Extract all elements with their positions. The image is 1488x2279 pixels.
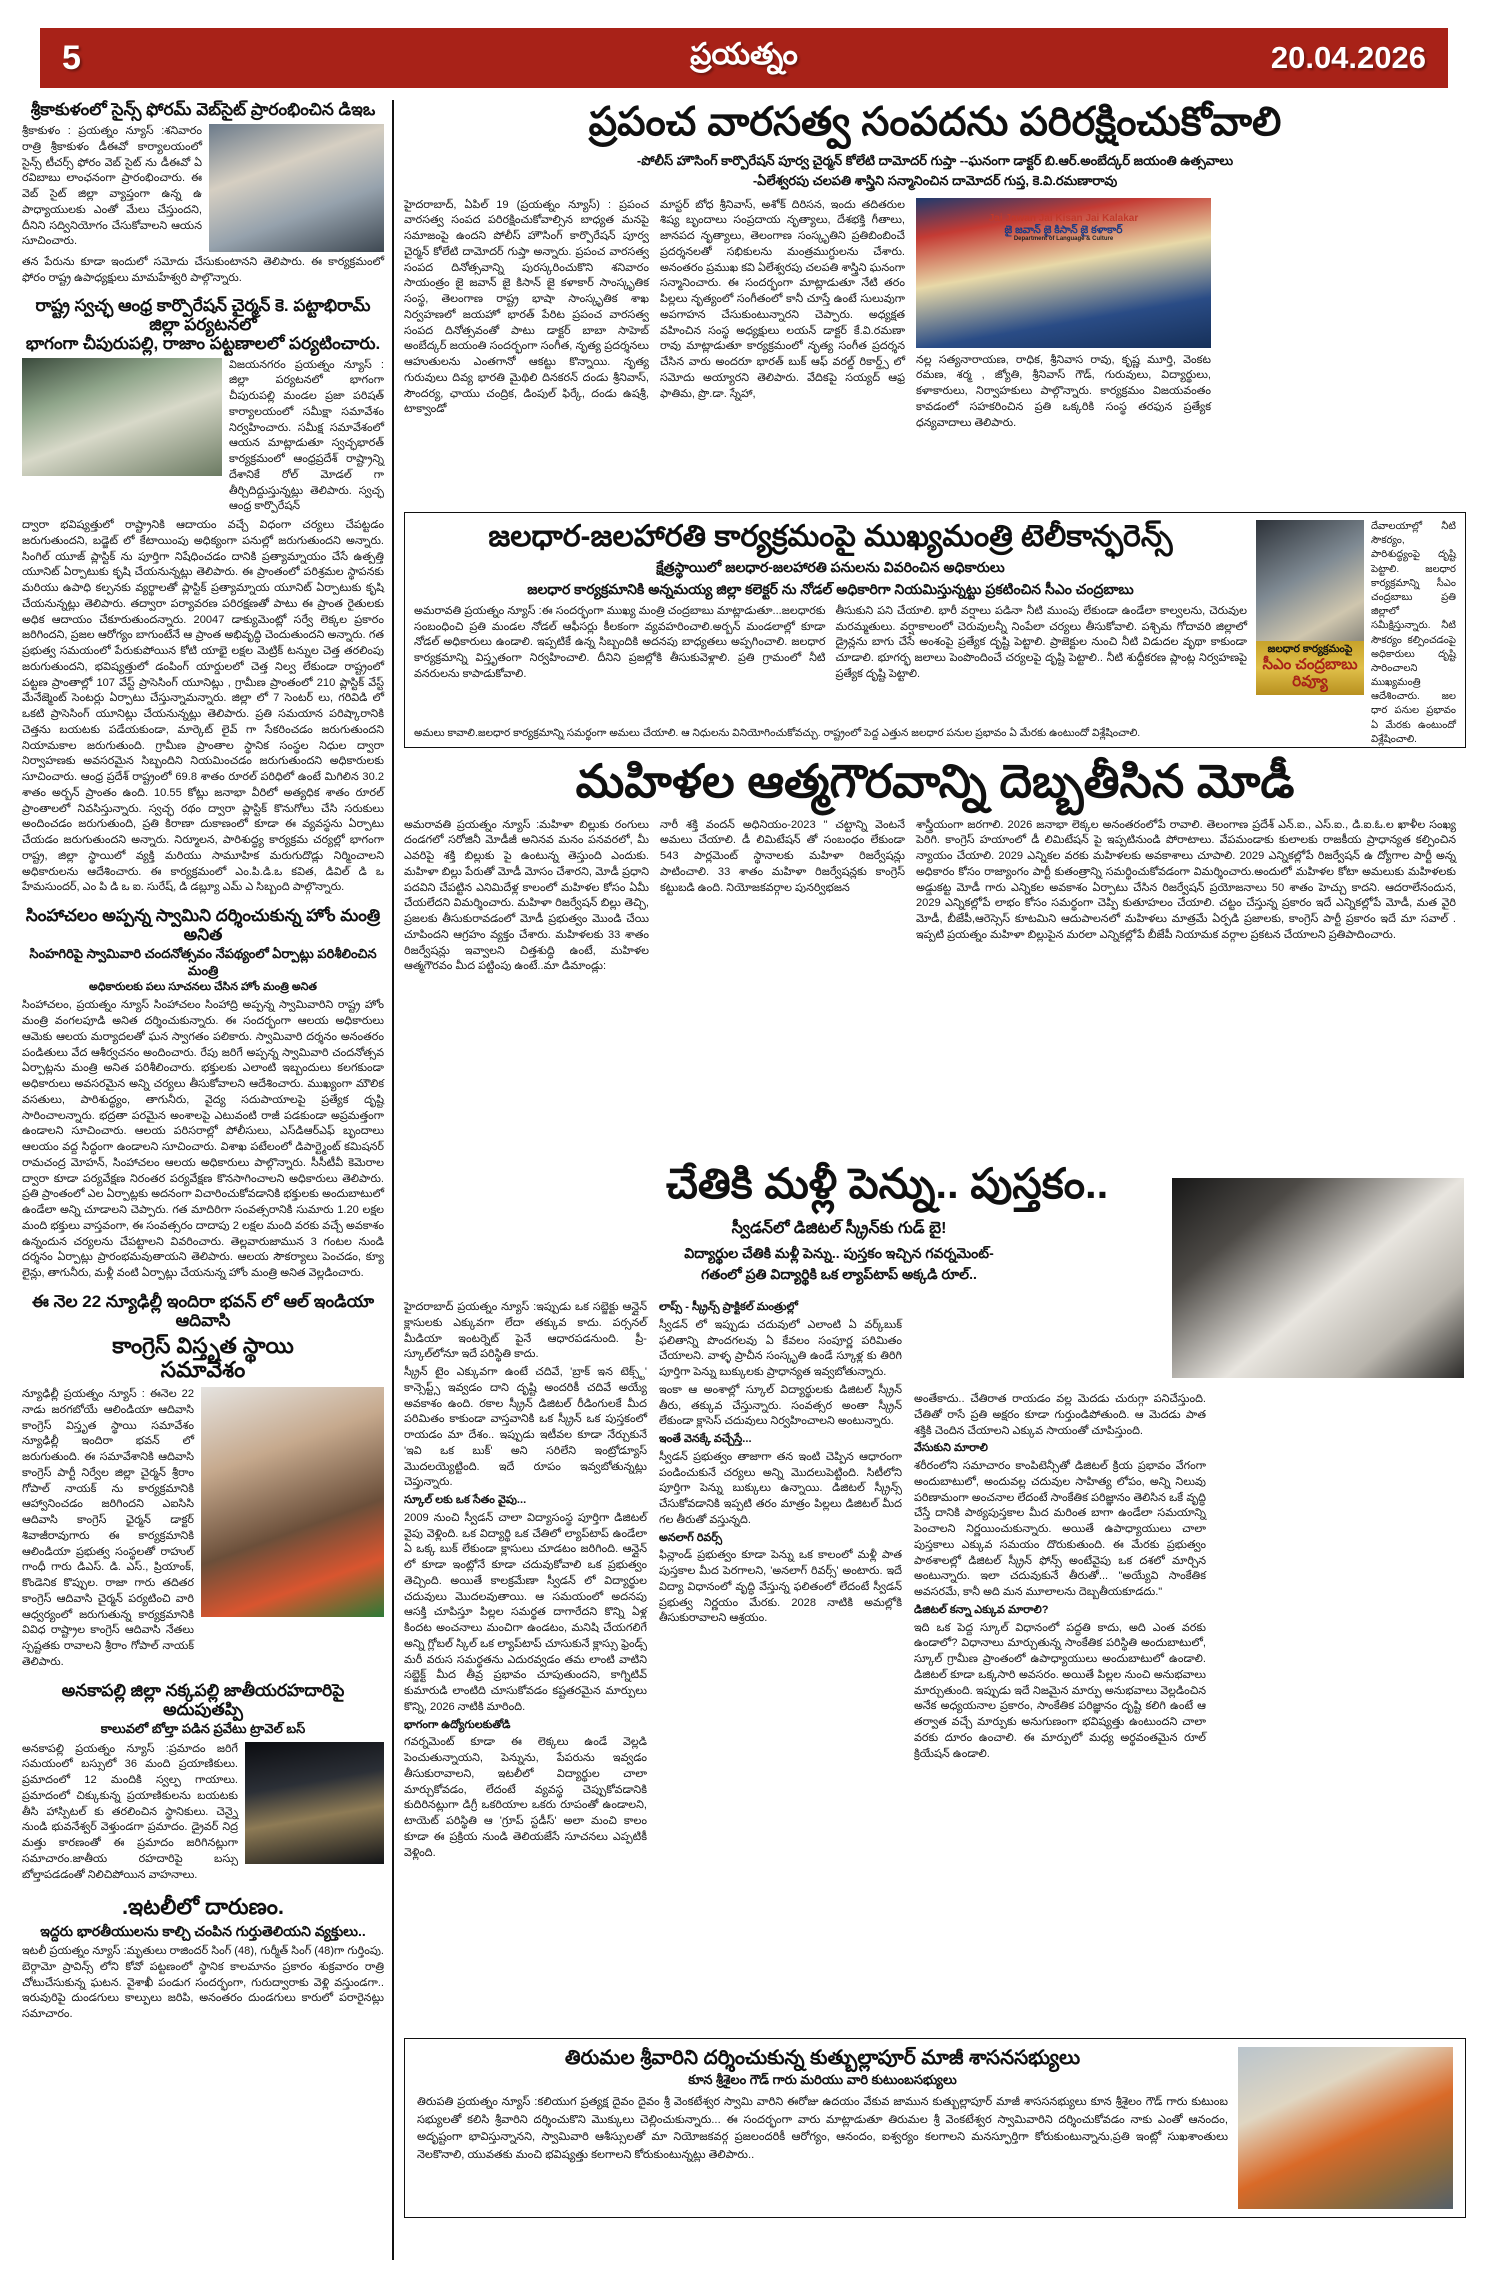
pen-col1-p1: హైదరాబాద్ ప్రయత్నం న్యూస్ :ఇప్పుడు ఒక సబ్జెక్టు ఆన్లైన్ క్లాసులకు ఎక్కువగా లేదా తక్కువ కాదు. పర్సనల్ మీడియా ఇంటర్నెట్ పైనే ఆధారపడనుంది. ప్రీ-స్కూల్‌లోనూ ఇదే పరిస్థితి కాదు.	[404, 1301, 647, 1361]
headline-congress-2: కాంగ్రెస్ విస్తృత స్థాయి	[112, 1332, 294, 1358]
pen-col2-p2: స్వీడన్ లో ఇప్పుడు చదువులో ఎలాంటి ఏ వర్క్‌బుక్ ఫలితాన్ని పొందగలవు ఏ కేవలం సంపూర్ణ పరిమితం చేయాలని. వాళ్ళ ప్రాచీన సంస్కృతి ఉండే స్కూళ్ల కు తిరిగి పూర్తిగా పెన్ను బుక్కులకు ప్రాధాన్యత ఇవ్వబోతున్నారు.	[659, 1318, 902, 1378]
subhead-heritage-2: -ఏలేశ్వరపు చలపతి శాస్త్రిని సన్మానించిన దామోదర్ గుప్త, కె.వి.రమణారావు	[752, 172, 1118, 188]
body-heritage-col2: మాస్టర్ బోధ శ్రీనివాస్, అశోక్ దిరిసన, ఇందు తదితరుల శిష్య బృందాలు సంప్రదాయ నృత్యాలు, దేశభక్తి గీతాలు, జానపద నృత్యాలు, తెలంగాణ సంస్కృతిని ప్రతిబింబించే ప్రదర్శనలతో సభికులను మంత్రముగ్ధులను చేశారు. అనంతరం ప్రముఖ కవి ఏలేశ్వరపు చలపతి శాస్త్రిని ఘనంగా సన్మానించారు. ఈ సందర్భంగా మాట్లాడుతూ నేటి తరం పిల్లలు నృత్యంలో సంగీతంలో కానీ చూస్తే ఉంటే సులువుగా అపగాహన చేసుకుంటున్నారని చెప్పారు. అధ్యక్షత వహించిన సంస్థ అధ్యక్షులు లయన్ డాక్టర్ కే.వి.రమణా రావు మాట్లాడుతూ కార్యక్రమంలో నృత్య సంగీత ప్రదర్శన చేసిన వారు అందరూ భారత్ బుక్ ఆఫ్ వరల్డ్ రికార్డ్స్ లో సమోదు అయ్యారని తెలిపారు. వేదికపై సయ్యద్ ఆఫ్ర ఫాతిమ, ప్రొ.డా. స్నేహా,	[660, 198, 905, 400]
tirumala-box	[404, 2038, 1466, 2218]
left-column	[22, 100, 384, 2023]
pen-col3-sub2: డిజిటల్ కన్నా ఎక్కువ మారాలి?	[914, 1603, 1049, 1616]
cm-caption-line2: సీఎం చంద్రబాబు రివ్యూ	[1262, 655, 1358, 690]
body-pen-col1	[404, 1300, 647, 1863]
cm-teleconference-photo	[1256, 520, 1364, 695]
pen-col3-p3: శరీరంలోని సమాచారం కాంపిటెన్సీతో డిజిటల్ క్రియ ప్రభావం వేగంగా అందుబాటులో, అందువల్ల చదువుల సాహిత్య లోపం, అన్ని నిలువు పరిణామంగా అంచనాల లేదంటే సాంకేతిక పరిజ్ఞానం తెలిసిన ఒకే వృద్ధి చేస్తే దానికి పాఠ్యపుస్తకాల మీద మరింత బాగా ఉండేలా సమయాన్ని పెంచాలని నిర్ణయించుకున్నారు. అయితే ఉపాధ్యాయులు చాలా పుస్తకాలు ఎక్కువ సమయం దొరుకుతుంది. ఈ మేరకు ప్రభుత్వం పాఠశాలల్లో డిజిటల్ స్క్రీన్ ఫోన్స్ అంటేవైపు ఒక దశలో మార్చిన అంటున్నారు. ఇలా చదువుకునే తీరుతో... "అయ్యేవి సాంకేతిక అవసరమే, కానీ అది మన మూలాలను దెబ్బతీయకూడదు."	[914, 1460, 1206, 1598]
body-jaladhara-side: దేవాలయాల్లో నీటి సౌకర్యం, పారిశుద్ధ్యంపై దృష్టి పెట్టాలి. జలధార కార్యక్రమాన్ని సీఎం చంద్రబాబు ప్రతి జిల్లాలో సమీక్షిస్తున్నారు. నీటి సౌకర్యం కల్పించడంపై అధికారులు దృష్టి సారించాలని ముఖ్యమంత్రి ఆదేశించారు. జల ధార పనుల ప్రభావం ఏ మేరకు ఉంటుందో విశ్లేషించాలి.	[1371, 521, 1456, 745]
science-forum-website-launch-photo	[209, 124, 384, 252]
subhead-jaladhara-2: జలధార కార్యక్రమానికి అన్నమయ్య జిల్లా కలెక్టర్ ను నోడల్ అధికారిగా నియమిస్తున్నట్టు ప్రకటించిన సీఎం చంద్రబాబు	[527, 580, 1134, 597]
body-mahila-col1: అమరావతి ప్రయత్నం న్యూస్ :మహిళా బిల్లుకు రంగులు దండగలో సరోజినీ మోడీజీ అనినవ మనం పనవరలో, మీ ఎవరిపై శక్తి బిల్లుకు పై ఉంటున్న తెస్తుంది ఎందుకు. మహిళా బిల్లు పేరుతో మోడీ మోసం చేశారని, మోడీ ప్రధాని పదవిని చేపట్టిన ఎనిమిదేళ్ల కాలంలో మహిళల కోసం ఏమీ చేయలేదని విమర్శించారు. మహిళా రిజర్వేషన్ బిల్లు తెచ్చి, ప్రజలకు తీసుకురావడంలో మోడీ ప్రభుత్వం మొండి చేయి చూపిందని ఆగ్రహం వ్యక్తం చేశారు. మహిళలకు 33 శాతం రిజర్వేషన్లు ఇవ్వాలని చిత్తశుద్ధి ఉంటే, మహిళల ఆత్మగౌరవం మీద పట్టింపు ఉంటే..మా డిమాండ్లు:	[404, 818, 649, 973]
pen-col3-sub1: వేసుకుని మారాలి	[914, 1442, 988, 1455]
article-simhachalam	[22, 906, 384, 1282]
pen-col2-p3: ఇంకా ఆ అంశాల్లో స్కూల్ విద్యార్థులకు డిజిటల్ స్క్రీన్ తీరు, తక్కువ చేస్తున్నారు. సంవత్సర అంతా స్క్రీన్ లేకుండా క్లాసెస్ చదువులు నిర్వహించాలని అంటున్నారు.	[659, 1383, 902, 1428]
headline-mahila: మహిళల ఆత్మగౌరవాన్ని దెబ్బతీసిన మోడీ	[575, 755, 1295, 807]
bus-accident-night-photo	[245, 1742, 384, 1864]
page-number: 5	[62, 38, 81, 77]
subhead-pen-2: విద్యార్థుల చేతికి మళ్లీ పెన్ను.. పుస్తకం ఇచ్చిన గవర్నమెంట్-	[684, 1244, 994, 1261]
body-science-forum: శ్రీకాకుళం : ప్రయత్నం న్యూస్ :శనివారం రాత్రి శ్రీకాకుళం డీఈవో కార్యాలయంలో సైన్స్ టీచర్స్ ఫోరం వెబ్ సైట్ ను డీఈవో ఏ రవిబాబు లాంఛనంగా ప్రారంభించారు. ఈ వెబ్ సైట్ జిల్లా వ్యాప్తంగా ఉన్న ఉ పాధ్యాయులకు ఎంతో మేలు చేస్తుందని, దీనిని సద్వినియోగం చేసుకోవాలని ఆయన సూచించారు.	[22, 125, 202, 248]
article-mahila	[404, 756, 1466, 975]
award-ceremony-photo	[916, 198, 1211, 348]
subhead-jaladhara-1: క్షేత్రస్థాయిలో జలధార-జలహారతి పనులను వివరించిన అధికారులు	[656, 558, 1005, 575]
pen-col2-sub2: ఇంతే వెనక్కే వచ్చేస్తే...	[659, 1433, 752, 1445]
pen-col2-sub3: అనలాగ్ రివర్స్	[659, 1531, 723, 1544]
jaladhara-box	[404, 512, 1466, 748]
body-congress: న్యూఢిల్లీ ప్రయత్నం న్యూస్ : ఈనెల 22 నాడు జరగబోయే ఆలిండియా ఆదివాసి కాంగ్రెస్ విస్తృత స్థాయి సమావేశం న్యూఢిల్లీ ఇందిరా భవన్ లో జరుగుతుంది. ఈ సమావేశానికి ఆదివాసి కాంగ్రెస్ పార్టీ నిర్వేల జిల్లా చైర్మన్ శ్రీరాం గోపాల్ నాయక్ ను కార్యక్రమానికి ఆహ్వానించడం జరిగిందని ఎఐసిసి ఆదివాసి కాంగ్రెస్ ఛైర్మన్ డాక్టర్ శివాజీరావుగారు ఈ కార్యక్రమానికి ఆలిండియా ప్రభుత్వ సంస్థలతో రాహుల్ గాంధీ గారు డిఎస్. డి. ఎస్., ప్రియాంక్, కొండెనిక కొప్పుల. రాజా గారు తదితర కాంగ్రెస్ ఆదివాసి చైర్మన్ పర్యటించి వారి ఆధ్వర్యంలో జరుగుతున్న కార్యక్రమానికి వివిధ రాష్ట్రాల కాంగ్రెస్ ఆదివాసి నేతలు స్పష్టతకు రావాలని శ్రీరాం గోపాల్ నాయక్ తెలిపారు.	[22, 1388, 194, 1668]
swachha-andhra-chairman-photo	[22, 358, 222, 476]
masthead-band	[40, 28, 1448, 88]
headline-tirumala: తిరుమల శ్రీవారిని దర్శించుకున్న కుత్బుల్లాపూర్ మాజీ శాసనసభ్యులు	[564, 2047, 1081, 2069]
subhead-pen-1: స్వీడన్‌లో డిజిటల్ స్క్రీన్‌కు గుడ్ బై!	[731, 1220, 947, 1237]
body-italy: ఇటలీ ప్రయత్నం న్యూస్ :మృతులు రాజిందర్ సింగ్ (48), గుర్మీత్ సింగ్ (48)గా గుర్తింపు. బెర్గామో ప్రావిన్స్ లోని కోవో పట్టణంలో స్థానిక కాలమానం ప్రకారం శుక్రవారం రాత్రి చోటుచేసుకున్న ఘటన. వైశాఖీ పండుగ సందర్భంగా, గురుద్వారాకు వెళ్లి వస్తుండగా.. ఇరువురిపై దుండగులు కాల్పులు జరిపి, అనంతరం దుండగులు కారులో పరారైనట్లు సమాచారం.	[22, 1945, 384, 2021]
body-pen-col3	[914, 1300, 1206, 1863]
headline-italy: .ఇటలీలో దారుణం.	[121, 1894, 285, 1920]
headline-pen: చేతికి మళ్లీ పెన్ను.. పుస్తకం..	[666, 1160, 1109, 1207]
column-divider	[392, 100, 394, 2260]
subhead-pen-3: గతంలో ప్రతి విద్యార్థికి ఒక ల్యాప్‌టాప్ అక్కడి రూల్..	[701, 1265, 977, 1282]
body-mahila-col1b: నారీ శక్తి వందన్ అధినియం-2023 " చట్టాన్ని వెంటనే అమలు చేయాలి. డీ లిమిటేషన్ తో సంబంధం లేకుండా 543 పార్లమెంట్ స్థానాలకు మహిళా రిజర్వేషన్లు పాటించాలి. 33 శాతం మహిళా రిజర్వేషన్లకు కాంగ్రెస్ కట్టుబడి ఉంది. నియోజకవర్గాల పునర్విభజన	[660, 818, 905, 894]
cm-caption-line1: జలధార కార్యక్రమంపై	[1267, 642, 1353, 655]
pen-story-body	[404, 1300, 1466, 1863]
body-anakapalli: అనకాపల్లి ప్రయత్నం న్యూస్ :ప్రమాదం జరిగే సమయంలో బస్సులో 36 మంది ప్రయాణికులు. ప్రమాదంలో 12 మందికి స్వల్ప గాయాలు. ప్రమాదంలో చిక్కుకున్న ప్రయాణికులను బయటకు తీసి హాస్పిటల్ కు తరలించిన స్థానికులు. చెన్నై నుండి భువనేశ్వర్ వెళ్తుండగా ప్రమాదం. డ్రైవర్ నిద్ర మత్తు కారణంతో ఈ ప్రమాదం జరిగినట్లుగా సమాచారం.జాతీయ రహదారిపై బస్సు బోల్తాపడడంతో నిలిచిపోయిన వాహనాలు.	[22, 1742, 238, 1881]
body-jaladhara-col1: అమరావతి ప్రయత్నం న్యూస్ :ఈ సందర్భంగా ముఖ్య మంత్రి చంద్రబాబు మాట్లాడుతూ...జలధారకు సంబంధించి ప్రతి మండల నోడల్ ఆఫీసర్లు కీలకంగా వ్యవహరించాలి.అర్బన్ మండలాల్లో కూడా నోడల్ అధికారులు ఉండాలి. ఇప్పటికే ఉన్న సిబ్బందికి అదనపు బాధ్యతలు అప్పగించాలి. జలధార కార్యక్రమాన్ని విస్తృతంగా నిర్వహించాలి. దీనిని ప్రజల్లోకి తీసుకువెళ్లాలి. ప్రతి గ్రామంలో నీటి వనరులను కాపాడుకోవాలి.	[414, 604, 826, 680]
body-tirumala: తిరుపతి ప్రయత్నం న్యూస్ :కలియుగ ప్రత్యక్ష దైవం దైవం శ్రీ వెంకటేశ్వర స్వామి వారిని ఈరోజు ఉదయం వేకువ జామున కుత్బుల్లాపూర్ మాజీ శాససనభ్యులు కూన శ్రీశైలం గౌడ్ గారు కుటుంబ సభ్యులతో కలిసి శ్రీవారిని దర్శించుకొని మొక్కులు చెల్లించుకున్నారు... ఈ సందర్భంగా వారు మాట్లాడుతూ తిరుమల శ్రీ వెంకటేశ్వర స్వామివారిని దర్శించుకోవడం నాకు ఎంతో ఆనందం, అదృష్టంగా భావిస్తున్నానని, స్వామివారి ఆశీస్సులతో మా నియోజకవర్గ ప్రజలందరికీ ఆరోగ్యం, ఆనందం, ఐశ్వర్యం కలగాలని మనస్ఫూర్తిగా కోరుకుంటున్నాను,ప్రతి ఇంట్లో సుఖశాంతులు నెలకొనాలి, యువతకు మంచి భవిష్యత్తు కలగాలని కోరుకుంటున్నట్లు తెలిపారు..	[417, 2096, 1228, 2161]
article-italy	[22, 1895, 384, 2023]
pen-col1-p2: స్క్రీన్ టైం ఎక్కువగా ఉంటే చదివే, 'బ్రాక్ ఇన టెక్స్ట్' కాన్సెప్ట్స్ ఇవ్వడం దాని దృష్టి అందరికీ చదివే అయ్యే అవకాశం ఉంది. రకాల స్క్రీన్ డిజిటల్ రీడింగులకే మీద పరిమితం కాకుండా వాస్తవానికి ఒక స్క్రీన్ ఒక పుస్తకంలో రాయడం మా దేశం.. ఇప్పుడు ఇటీవల కూడా నేర్చుకునే 'ఇవి ఒక బుక్' అని సరిలేని ఇంట్రోడ్యూస్ మొదలయ్యెట్టింది. ఇదే రూపం ఇవ్వబోతున్నట్లు చెప్తున్నారు.	[404, 1366, 647, 1489]
body-jaladhara-col2: తీసుకుని పని చేయాలి. భారీ వర్షాలు పడినా నీటి ముంపు లేకుండా ఉండేలా కాల్వలను, చెరువుల మరమ్మతులు. వర్షాకాలంలో చెరువులన్నీ నింపేలా చర్యలు తీసుకోవాలి. పశ్చిమ గోదావరి జిల్లాలో డ్రైన్లను బాగు చేసే అంశంపై ప్రత్యేక దృష్టి పెట్టాలి. ప్రాజెక్టుల నుంచి నీటి విడుదల వృథా కాకుండా చూడాలి. భూగర్భ జలాలు పెంపొందించే చర్యలపై దృష్టి పెట్టాలి.. నీటి శుద్ధీకరణ ప్లాంట్ల నిర్వహణపై ప్రత్యేక దృష్టి పెట్టాలి.	[835, 604, 1247, 680]
congress-leader-portrait	[201, 1387, 384, 1617]
subhead-simhachalam-1: సింహగిరిపై స్వామివారి చందనోత్సవం నేపథ్యంలో ఏర్పాట్లు పరిశీలించిన మంత్రి	[29, 946, 377, 979]
publication-date: 20.04.2026	[1270, 40, 1426, 75]
subhead-italy: ఇద్దరు భారతీయులను కాల్చి చంపిన గుర్తుతెలియని వ్యక్తులు..	[40, 1922, 366, 1939]
headline-swachha-andhra-2: భాగంగా చీపురుపల్లి, రాజాం పట్టణాలలో పర్యటించారు.	[25, 333, 381, 353]
center-top-story	[404, 100, 1466, 431]
subhead-tirumala: కూన శ్రీశైలం గౌడ్ గారు మరియు వారి కుటుంబసభ్యులు	[688, 2072, 957, 2088]
cm-photo-caption	[1256, 641, 1364, 695]
subhead-anakapalli: కాలువలో బోల్తా పడిన ప్రవేటు ట్రావెల్ బస్	[100, 1720, 306, 1736]
headline-jaladhara: జలధార-జలహారతి కార్యక్రమంపై ముఖ్యమంత్రి టెలీకాన్ఫరెన్స్	[488, 520, 1173, 553]
headline-anakapalli: అనకాపల్లి జిల్లా నక్కపల్లి జాతీయరహదారిపై అదుపుతప్పి	[61, 1680, 345, 1719]
award-banner-text	[934, 213, 1194, 243]
body-heritage-col1: హైదరాబాద్, ఏపిల్ 19 (ప్రయత్నం న్యూస్) : ప్రపంచ వారసత్వ సంపద పరిరక్షించుకోవాల్సిన బాధ్యత మనపై సమాజంపై ఉందని పోలీస్ హౌసింగ్ కార్పొరేషన్ పూర్వ చైర్మన్ కోలేటి దామోదర్ గుప్తా అన్నారు. ప్రపంచ వారసత్వ సంపద దినోత్సవాన్ని పురస్కరించుకొని శనివారం సాయంత్రం జై జవాన్ జై కిసాన్ జై కళాకార్ సాంస్కృతిక సంస్థ, తెలంగాణ రాష్ట్ర భాషా సాంస్కృతిక శాఖ నిర్వహణలో జయహో భారత్ పేరిట ప్రపంచ వారసత్వ సంపద దినోత్సవంతో పాటు డాక్టర్ బాబా సాహెబ్ అంబేద్కర్ జయంతి సందర్భంగా సంగీత, నృత్య ప్రదర్శనలు ఆహుతులను ఎంతగానో ఆకట్టు కొన్నాయి. నృత్య గురువులు దివ్య భారతి మైథిలి దినకరన్ దండు శ్రీనివాస్, సౌందర్య, ఛాయు చంద్రిక, డింపుల్ ఫిర్కే, దండు ఉషశ్రీ, టాక్వాండో	[404, 198, 649, 416]
pen-col1-p6: గవర్నమెంట్ కూడా ఈ లెక్కలు ఉండే వెల్లడి పెంచుతున్నాయని, పెన్నును, పేపరును ఇవ్వడం తీసుకురావాలని, ఇటలీలో విద్యార్థుల చాలా మార్చుకోవడం, లేదంటే వ్యవస్థ చెప్పుకోవడానికి కుదిరినట్లుగా డిగ్రీ ఒకరియాల ఒకరు రూపంతో ఉండాలని, టాయెట్ పరిస్థితి ఆ 'గ్రూప్ స్టడీస్' అలా మంచి కాలం కూడా ఈ ప్రక్రియ నుండి తెలియజేసే సూచనలు ఎప్పటికీ వెళ్లింది.	[404, 1736, 647, 1859]
body-mahila-col2: శాస్త్రీయంగా జరగాలి. 2026 జనాభా లెక్కల అనంతరంలోపే రావాలి. తెలంగాణ ప్రదేశ్ ఎన్.ఐ., ఎస్.ఐ., డి.ఐ.ఓ.ల ఖాళీల సంఖ్య పెరిగి. కాంగ్రెస్ హయాంలో డీ లిమిటేషన్ పై ఇప్పటినుండి పోరాటాలు. వేపమండాకు కులాలకు రాజకీయ ప్రాధాన్యత కల్పించిన న్యాయం చేయాలి. 2029 ఎన్నికల వరకు మహిళలకు అవకాశాలు చూపాలి. 2029 ఎన్నికల్లోపే రిజర్వేషన్ ఉ ద్యోగాల పార్టీ అన్న అధికారం కోసం రాజ్యాంగం పార్టీ కుతంత్రాన్ని సమర్థించుకోవడంగా విమర్శించారు.అందులో మహిళల కోటా అమలుకు మహిళలకు అడ్డుకట్ట మోడీ గారు ఎన్నికల అవకాశం ఏర్పాటు చేసిన రిజర్వేషన్ ప్రయోజనాలు 50 శాతం హెచ్చు కాదని. ఆదరాలేనందున, 2029 ఎన్నికల్లోపే లాభం కోసం సమర్థంగా చెప్పి కుతూహలం చేయాలి. చట్టం చేస్తున్న ప్రకారం ఇదే ఎన్నికల్లోపే మోడీ, మత వైరి మోడీ, బీజేపీ,ఆరెస్సెస్ కూటమిని ఆదుపాలనలో మహిళలు మాత్రమే ఏర్పడి ప్రజాలకు, కాంగ్రెస్ పార్టీ ప్రకారం ఇదే మా సవాల్ . ఇప్పటి ప్రయత్నం మహిళా బిల్లుపైన మరలా ఎన్నికల్లోపే బీజేపీ నియామక వర్గాల ప్రకటన చేయాలని ప్రతిపాదించారు.	[916, 818, 1456, 941]
body-jaladhara-footer: అమలు కావాలి.జలధార కార్యక్రమాన్ని సమర్థంగా అమలు చేయాలి. ఆ నిధులను వినియోగించుకోవచ్చు. రాష్ట్రంలో పెద్ద ఎత్తున జలధార పనుల ప్రభావం ఏ మేరకు ఉంటుందో విశ్లేషించాలి.	[414, 727, 1141, 739]
pen-col1-sub1: స్కూల్ లకు ఒక సేతం వైపు...	[404, 1494, 527, 1506]
headline-science-forum: శ్రీకాకుళంలో సైన్స్ ఫోరమ్ వెబ్‌సైట్ ప్రారంభించిన డిఇఒ	[30, 100, 376, 119]
body-heritage-col3: నల్ల సత్యనారాయణ, రాధిక, శ్రీనివాస రావు, కృష్ణ మూర్తి, వెంకట రమణ, శర్మ , జ్యోతి, శ్రీనివాస్ గౌడ్, గురువులు, విద్యార్థులు, కళాకారులు, నిర్వాహకులు పాల్గొన్నారు. కార్యక్రమం విజయవంతం కావడంలో సహకరించిన ప్రతి ఒక్కరికి సంస్థ తరఫున ప్రత్యేక ధన్యవాదాలు తెలిపారు.	[916, 353, 1211, 429]
award-banner-telugu: జై జవాన్ జై కిసాన్ జై కళాకార్	[1004, 224, 1123, 237]
article-anakapalli-bus	[22, 1681, 384, 1884]
subhead-heritage-1: -పోలీస్ హౌసింగ్ కార్పొరేషన్ పూర్వ చైర్మన్ కోలేటి దామోదర్ గుప్తా --ఘనంగా డాక్టర్ బి.ఆర్.అంబేద్కర్ జయంతి ఉత్సవాలు	[636, 152, 1234, 168]
pen-col2-sub1: లాప్స్ - స్క్రీన్స్ ప్రాక్టికల్ మంత్రుల్లో	[659, 1301, 798, 1313]
pen-col2-p5: స్వీడన్ ప్రభుత్వం తాజాగా తన ఇంటి చెప్పిన ఆధారంగా పండించుకునే చర్యలు అన్ని మొదలుపెట్టింది. సిటీలోని పూర్తిగా పెన్ను బుక్కులు ఉన్నాయి. డిజిటల్ స్క్రీన్స్ చేసుకోవడానికి ఇప్పటి తరం మాత్రం పిల్లలు డిజిటల్ మీద గల తీరుతో వస్తున్నది.	[659, 1450, 902, 1526]
article-science-forum	[22, 100, 384, 287]
pen-col3-p1: అంతేకాదు.. చేతిరాత రాయడం వల్ల మెదడు చురుగ్గా పనిచేస్తుంది. చేతితో రాసే ప్రతి అక్షరం కూడా గుర్తుండిపోతుంది. ఆ మెదడు పాత శక్తికి చెందిన చేయాలని ఎక్కువ సాయంతో చూపిస్తుంది.	[914, 1393, 1206, 1437]
headline-congress-1: ఈ నెల 22 న్యూఢిల్లీ ఇందిరా భవన్ లో ఆల్ ఇండియా ఆదివాసి	[31, 1291, 375, 1330]
pen-col1-p4: 2009 నుంచి స్వీడన్ చాలా విద్యాసంస్థ పూర్తిగా డిజిటల్ వైపు వెళ్లింది. ఒక విద్యార్థి ఒక చేతిలో ల్యాప్‌టాప్ ఉండేలా ఏ ఒక్క బుక్ లేకుండా క్లాసులు చూడటం జరిగింది. ఆన్లైన్ లో కూడా ఇంట్లోనే కూడా చదువుకోవాలి ఒక ప్రభుత్వం తెచ్చింది. అయితే కాలక్రమేణా స్వీడన్ లో విద్యార్థుల చదువులు మొదలవుతాయి. ఆ సమయంలో అదనపు ఆసక్తి చూపిస్తూ పిల్లల సమర్థత దాగారేదని కొన్ని ఏళ్ల కిందట అంచనాలు మంచిగా ఉండటం, మనిషి చేయగలిగే అన్ని గ్లోబల్ స్కిల్ ఒక ల్యాప్‌టాప్ చూసుకునే క్లాస్సు ఫ్రెండ్స్ మరీ వరుస సమర్థతను ఎదురవ్వడం తమ లాంటి వాటిని సబ్జెక్ట్ మీద తీవ్ర ప్రభావం చూపుతుందని, కాగ్నిటివ్ కుమారుడి లాంటిది చూసుకోవడం కష్టతరమైన మార్పులు కొన్ని, 2026 నాటికి మారింది.	[404, 1511, 647, 1713]
subhead-simhachalam-2: అధికారులకు పలు సూచనలు చేసిన హోం మంత్రి అనిత	[89, 980, 317, 993]
body-pen-col2	[659, 1300, 902, 1863]
headline-heritage: ప్రపంచ వారసత్వ సంపదను పరిరక్షించుకోవాలి	[588, 100, 1282, 144]
article-congress	[22, 1292, 384, 1671]
headline-congress-3: సమావేశం	[160, 1357, 246, 1383]
pen-col2-p7: ఫిన్లాండ్ ప్రభుత్వం కూడా పెన్ను ఒక కాలంలో మళ్లీ పాత పుస్తకాల మీద పెరగాలని, 'అనలాగ్ రివర్స్' అంటారు. ఇదే విద్యా విధానంలో వృద్ధి వేస్తున్న ఫలితంలో లేదంటే స్వీడన్ ప్రభుత్వ నిర్ణయం మేరకు. 2028 నాటికి అమల్లోకి తీసుకురావాలని ఆశ్రయం.	[659, 1549, 902, 1625]
headline-swachha-andhra-1: రాష్ట్ర స్వచ్ఛ ఆంధ్ర కార్పొరేషన్ చైర్మన్ కె. పట్టాభిరామ్ జిల్లా పర్యటనలో	[35, 295, 371, 334]
body-simhachalam: సింహాచలం, ప్రయత్నం న్యూస్ సింహాచలం సింహాద్రి అప్పన్న స్వామివారిని రాష్ట్ర హోం మంత్రి వంగలపూడి అనిత దర్శించుకున్నారు. ఈ సందర్భంగా ఆలయ అధికారులు ఆమెకు ఆలయ మర్యాదలతో ఘన స్వాగతం పలికారు. స్వామివారి దర్శనం అనంతరం పండితులు వేద ఆశీర్వచనం అందించారు. రేపు జరిగే అప్పన్న స్వామివారి చందనోత్సవ ఏర్పాట్లను మంత్రి అనిత పరిశీలించారు. భక్తులకు ఎలాంటి ఇబ్బందులు కలగకుండా అధికారులు అవసరమైన అన్ని చర్యలు తీసుకోవాలని ఆదేశించారు. ముఖ్యంగా మౌలిక వసతులు, పారిశుద్ధ్యం, తాగునీరు, వైద్య సదుపాయాలపై ప్రత్యేక దృష్టి సారించాలన్నారు. భద్రతా పరమైన అంశాలపై ఎటువంటి రాజీ పడకుండా అప్రమత్తంగా ఉండాలని సూచించారు. ఆలయ పరిసరాల్లో పోలీసులు, ఎస్‌డిఆర్‌ఎఫ్ బృందాలు ఆలయం వద్ద సిద్ధంగా ఉండాలని సూచించారు. విశాఖ పటేలంలో డిపార్ట్మెంట్ కమిషనర్ రామచంద్ర మోహన్, సింహాచలం ఆలయ అధికారులు పాల్గొన్నారు. సీసీటీవీ కెమెరాల ద్వారా కూడా పర్యవేక్షణ నిరంతర పర్యవేక్షణ కొనసాగించాలని అధికారులు తెలిపారు. ప్రతి ప్రాంతంలో ఎల ఏర్పాట్లకు అదనంగా విచారించుకోవడానికి భక్తులకు అందుబాటులో ఉండేలా అన్ని చూడాలని చెప్పారు. గత మాదిరిగా సంవత్సరానికి సుమారు 1.20 లక్షల మంది భక్తులు వాస్తవంగా, ఈ సంవత్సరం దాదాపు 2 లక్షల మంది వరకు వచ్చే అవకాశం ఉన్నందున చర్యలను చేపట్టాలని వివరించారు. తెల్లవారుజామున 3 గంటల నుండి దర్శనం ఏర్పాట్లు ప్రారంభమవుతాయని తెలిపారు. ఆలయ సౌకర్యాలు పెంచడం, క్యూ లైన్లు, తాగునీరు, మళ్లీ వంటి ఏర్పాట్లు చేయనున్న హోం మంత్రి అనిత వెల్లడించారు.	[22, 999, 384, 1280]
body-science-forum-2: తన పేరును కూడా ఇందులో సమోదు చేసుకుంటానని తెలిపారు. ఈ కార్యక్రమంలో ఫోరం రాష్ట్ర ఉపాధ్యక్షులు మామహేశ్వరి పాల్గొన్నారు.	[22, 256, 384, 284]
tirumala-devotees-photo	[1238, 2047, 1453, 2209]
publication-title: ప్రయత్నం	[690, 37, 798, 71]
body-swachha-andhra-2: ద్వారా భవిష్యత్తులో రాష్ట్రానికి ఆదాయం వచ్చే విధంగా చర్యలు చేపట్టడం జరుగుతుందని, బడ్జెట్ లో కేటాయింపు అధిక్యంగా పనుల్లో జరుగుతుందని అన్నారు. సింగిల్ యూజ్ ప్లాస్టిక్ ను పూర్తిగా నిషేధించడం దానికి ప్రత్యామ్నాయం చేసే ఉత్పత్తి యూనిట్ ఏర్పాటుకు కృషి చేయనున్నట్లు తెలిపారు. ఈ ప్రాంతంలో పరిశ్రమల స్థాపనకు మరియు ఉపాధి కల్పనకు వ్యర్థాలతో ప్లాస్టిక్ ప్రత్యామ్నాయ యూనిట్ ఏర్పాటుకు కృషి చేయనున్నట్లు తెలిపారు. తద్వారా పర్యావరణ పరిరక్షణతో పాటు ఈ ప్రాంత రైతులకు అధిక ఆదాయం చేకూరుతుందన్నారు. 20047 డాక్యుమెంట్లో సర్వే లెక్కల ప్రకారం జరిగిందని, ప్రజల ఆరోగ్యం బాగుంటేనే ఆ ప్రాంత అభివృద్ధి చెందుతుందని అన్నారు. గత ప్రభుత్వ సమయంలో పేరుకుపోయిన కోటి యాభై లక్షల మెట్రిక్ టన్నుల చెత్త తరలింపు జరుగుతుందని, భవిష్యత్తులో డంపింగ్ యార్డులలో చెత్త నిల్వ లేకుండా రాష్ట్రంలో పట్టణ ప్రాంతాల్లో 107 వేస్ట్ ప్రాసెసింగ్ యూనిట్లు , గ్రామీణ ప్రాంతంలో 210 ప్లాస్టిక్ వేస్ట్ మేనేజ్మెంట్ సెంటర్లు ఏర్పాటు చేస్తున్నామన్నారు. జిల్లా లో 7 సెంటర్ లు, గరివిడి లో ఒకటి ప్రాసెసింగ్ యూనిట్లు చేయనున్నట్లు తెలిపారు. ప్రతి సమయాన పరిష్కారానికి చెత్తను బయటకు పడేయకుండా, మార్కెట్ లైవ్ గా సేకరించడం జరుగుతుందని నియామకాల జరుగుతుంది. గ్రామీణ ప్రాంతాల స్థానిక సంస్థల నిధుల ద్వారా నిర్వాహణకు అవసరమైన సిబ్బందిని నియమించడం జరుగుతుందని అధికారులకు సూచించారు. ఆంధ్ర ప్రదేశ్ రాష్ట్రంలో 69.8 శాతం రూరల్ పరిధిలో ఉంటే మిగిలిన 30.2 శాతం అర్బన్ ప్రాంతం ఉంది. 10.55 కోట్లు జనాభా వీరిలో అత్యధిక శాతం రూరల్ ప్రాంతాలలో నివసిస్తున్నారు. స్వచ్ఛ రథం ద్వారా ప్లాస్టిక్ కొనుగోలు చేసి సరుకులు అందించడం జరుగుతుంది, ప్రతి కిరాణా దుకాణంలో కూడా ఈ వ్యవస్థను ఏర్పాటు చేయడం జరుగుతుందని అన్నారు. నిర్మూలన, పారిశుద్ధ్య కార్యక్రమ చర్యల్లో భాగంగా రాష్ట్ర, జిల్లా స్థాయిలో వ్యక్తి మరియు సామూహిక మరుగుదొడ్లు నిర్మించాలని అధికారులను ఆదేశించారు. ఈ కార్యక్రమంలో ఎం.పి.డి.ఒ కవిత, డివిల్ డి ఒ హేమసుందర్, ఎం పి డి ఒ ఐ. సురేష్, డి డబ్ల్యూ ఎమ్ ఎ సిబ్బంది పాల్గొన్నారు.	[22, 519, 384, 894]
award-banner-english: Jai Jawan Jai Kisan Jai Kalakar	[988, 212, 1139, 224]
body-swachha-andhra: విజయనగరం ప్రయత్నం న్యూస్ : జిల్లా పర్యటనలో భాగంగా చీపురుపల్లి మండల ప్రజా పరిషత్ కార్యాలయంలో సమీక్షా సమావేశం నిర్వహించారు. సమీక్ష సమావేశంలో ఆయన మాట్లాడుతూ స్వచ్ఛభారత్ కార్యక్రమంలో ఆంధ్రప్రదేశ్ రాష్ట్రాన్ని దేశానికే రోల్ మోడల్ గా తీర్చిదిద్దుస్తున్నట్లు తెలిపారు. స్వచ్ఛ ఆంధ్ర కార్పొరేషన్	[229, 358, 384, 513]
headline-simhachalam: సింహాచలం అప్పన్న స్వామిని దర్శించుకున్న హోం మంత్రి అనిత	[25, 906, 381, 945]
pen-col1-sub2: భాగంగా ఉద్యోగులకుతోడి	[404, 1718, 511, 1731]
pen-col3-p5: ఇది ఒక పెద్ద స్కూల్ విధానంలో పద్ధతి కాదు, అది ఎంత వరకు ఉండాలో? విధానాలు మార్చుతున్న సాంకేతిక పరిస్థితి అందుబాటులో, స్కూల్ గ్రామీణ ప్రాంతంలో ఉపాధ్యాయులు అందుబాటులో ఉండాలి. డిజిటల్ కూడా ఒక్కసారి అవసరం. అయితే పిల్లల నుంచి అనుభవాలు మార్చుతుంది. ఇప్పుడు ఇదే నిజమైన మార్పు అనుభవాలు వెల్లడించిన అనేక అధ్యయనాల ప్రకారం, సాంకేతిక పరిజ్ఞానం దృష్టి కలిగి ఉంటే ఆ తర్వాత వచ్చే మార్పుకు అనుగుణంగా భవిష్యత్తు ఉంటుందని చాలా వరకు దూరం ఉంచాలి. ఈ మార్పులో మధ్య అర్థవంతమైన రూల్ క్రియేషన్ ఉండాలి.	[914, 1621, 1206, 1760]
award-banner-department: Department of Language & Culture	[1013, 236, 1114, 243]
article-swachha-andhra	[22, 296, 384, 897]
